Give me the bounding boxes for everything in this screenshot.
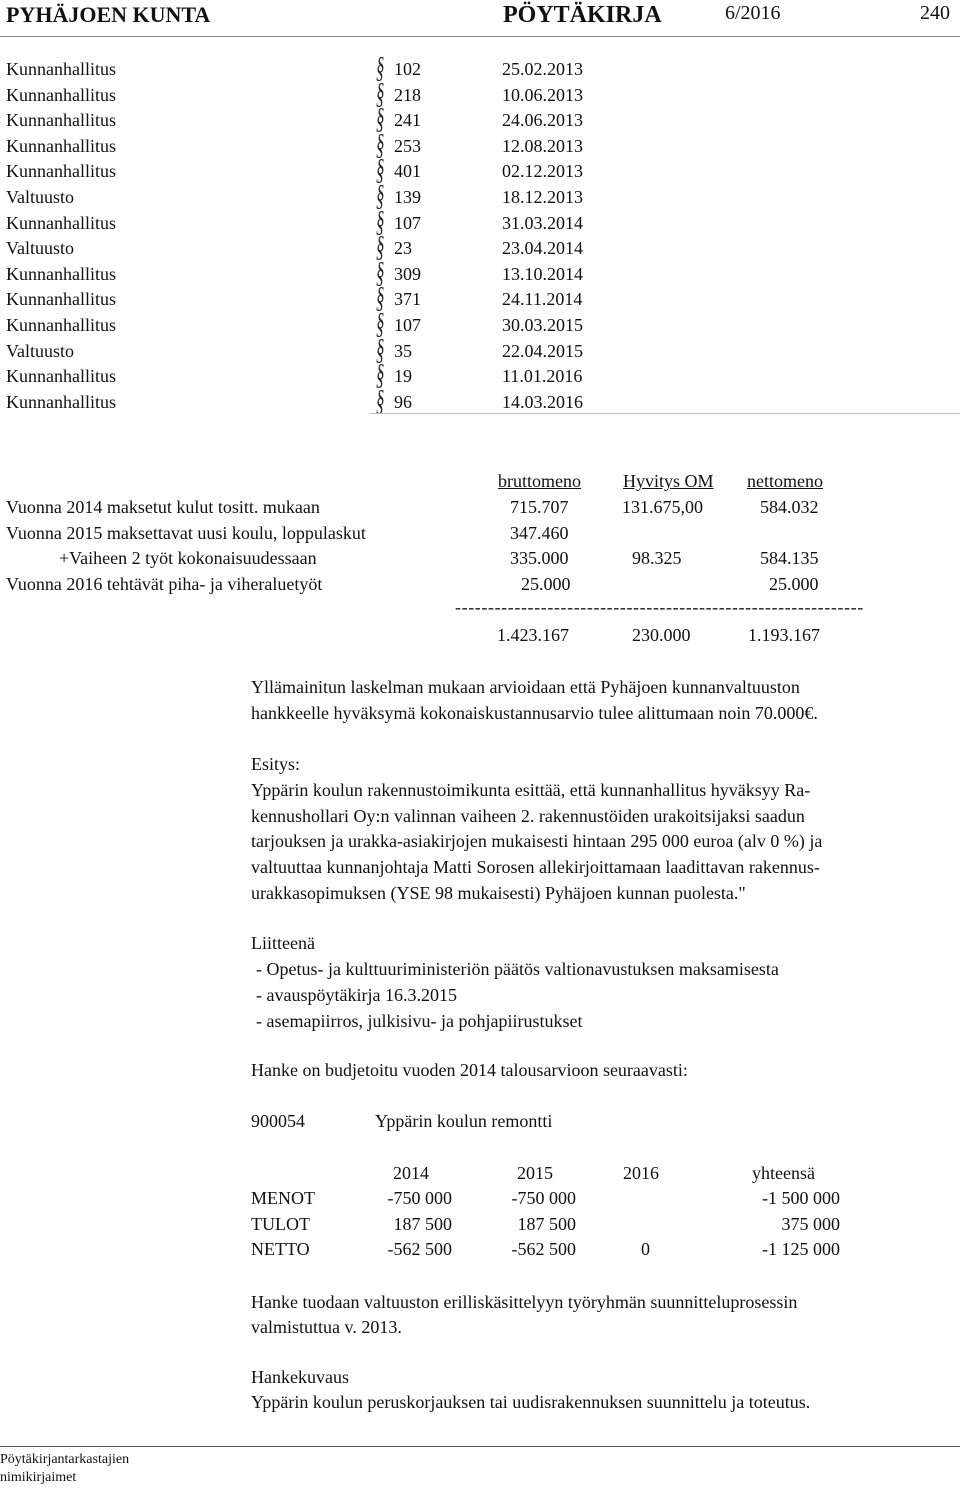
council-line: Hanke tuodaan valtuuston erilliskäsittelyyn työryhmän suunnitteluprosessin — [251, 1292, 798, 1312]
footer-label: Pöytäkirjantarkastajien — [0, 1452, 130, 1467]
budget-row-label: TULOT — [251, 1214, 310, 1234]
history-body: Valtuusto — [6, 187, 75, 207]
budget-year: 2015 — [517, 1163, 553, 1183]
proposal-line: tarjouksen ja urakka-asiakirjojen mukaisesti hintaan 295 000 euroa (alv 0 %) ja — [251, 831, 823, 851]
history-date: 24.11.2014 — [502, 289, 583, 309]
history-date: 13.10.2014 — [502, 264, 583, 284]
footer-label-2: nimikirjaimet — [0, 1470, 77, 1485]
history-section-number: 401 — [394, 161, 421, 181]
budget-cell: -562 500 — [511, 1239, 576, 1259]
history-date: 31.03.2014 — [502, 213, 583, 233]
budget-cell: 375 000 — [781, 1214, 840, 1234]
estimate-line: hankkeelle hyväksymä kokonaiskustannusarvio tulee alittumaan noin 70.000€. — [251, 703, 818, 723]
history-date: 02.12.2013 — [502, 161, 583, 181]
history-body: Valtuusto — [6, 238, 75, 258]
section-symbol-icon: § — [376, 230, 385, 263]
budget-cell: 187 500 — [393, 1214, 452, 1234]
history-section-number: 241 — [394, 110, 421, 130]
history-body: Valtuusto — [6, 341, 75, 361]
history-body: Kunnanhallitus — [6, 366, 116, 386]
footer-divider — [0, 1446, 960, 1447]
history-date: 24.06.2013 — [502, 110, 583, 130]
history-divider — [370, 413, 960, 414]
budget-year: 2014 — [393, 1163, 429, 1183]
proposal-heading: Esitys: — [251, 754, 301, 774]
history-section-number: 19 — [394, 366, 412, 386]
cost-row-hyvitys: 131.675,00 — [622, 497, 703, 517]
budget-row-label: NETTO — [251, 1239, 310, 1259]
col-header-hyvitys: Hyvitys OM — [623, 471, 714, 491]
proposal-line: urakkasopimuksen (YSE 98 mukaisesti) Pyhäjoen kunnan puolesta." — [251, 883, 746, 903]
cost-row-brutto: 715.707 — [510, 497, 569, 517]
cost-row-brutto: 25.000 — [521, 574, 571, 594]
history-section-number: 23 — [394, 238, 412, 258]
cost-row-label: Vuonna 2016 tehtävät piha- ja viheraluetyöt — [6, 574, 323, 594]
budget-cell: -750 000 — [387, 1188, 452, 1208]
history-body: Kunnanhallitus — [6, 315, 116, 335]
history-date: 25.02.2013 — [502, 59, 583, 79]
budget-year: 2016 — [623, 1163, 659, 1183]
budget-intro: Hanke on budjetoitu vuoden 2014 talousarvioon seuraavasti: — [251, 1060, 688, 1080]
budget-cell: 187 500 — [517, 1214, 576, 1234]
history-body: Kunnanhallitus — [6, 289, 116, 309]
history-section-number: 309 — [394, 264, 421, 284]
section-symbol-icon: § — [376, 256, 385, 289]
cost-row-label: Vuonna 2015 maksettavat uusi koulu, loppulaskut — [6, 523, 366, 543]
history-date: 23.04.2014 — [502, 238, 583, 258]
history-section-number: 107 — [394, 315, 421, 335]
council-line: valmistuttua v. 2013. — [251, 1317, 402, 1337]
cost-row-netto: 25.000 — [769, 574, 819, 594]
history-date: 12.08.2013 — [502, 136, 583, 156]
totals-separator: -------------------------------------------------------------- — [455, 597, 864, 617]
total-hyvitys: 230.000 — [632, 625, 691, 645]
history-date: 11.01.2016 — [502, 366, 583, 386]
section-symbol-icon: § — [376, 77, 385, 110]
total-netto: 1.193.167 — [748, 625, 820, 645]
page-number: 240 — [920, 2, 950, 24]
budget-cell: 0 — [641, 1239, 650, 1259]
proposal-line: Yppärin koulun rakennustoimikunta esittää, että kunnanhallitus hyväksyy Ra- — [251, 780, 811, 800]
budget-cell: -1 125 000 — [762, 1239, 840, 1259]
cost-row-brutto: 347.460 — [510, 523, 569, 543]
history-body: Kunnanhallitus — [6, 264, 116, 284]
history-section-number: 35 — [394, 341, 412, 361]
cost-row-label: Vuonna 2014 maksetut kulut tositt. mukaan — [6, 497, 320, 517]
municipality-name: PYHÄJOEN KUNTA — [6, 2, 211, 27]
budget-cell: -750 000 — [511, 1188, 576, 1208]
history-section-number: 102 — [394, 59, 421, 79]
section-symbol-icon: § — [376, 51, 385, 84]
estimate-line: Yllämainitun laskelman mukaan arvioidaan että Pyhäjoen kunnanvaltuuston — [251, 677, 800, 697]
attachments-heading: Liitteenä — [251, 933, 315, 953]
section-symbol-icon: § — [376, 384, 385, 417]
section-symbol-icon: § — [376, 128, 385, 161]
section-symbol-icon: § — [376, 153, 385, 186]
budget-cell: -1 500 000 — [762, 1188, 840, 1208]
issue-number: 6/2016 — [725, 2, 781, 24]
budget-row-label: MENOT — [251, 1188, 315, 1208]
total-brutto: 1.423.167 — [497, 625, 569, 645]
history-section-number: 107 — [394, 213, 421, 233]
budget-name: Yppärin koulun remontti — [375, 1111, 553, 1131]
budget-total-header: yhteensä — [752, 1163, 815, 1183]
cost-row-brutto: 335.000 — [510, 548, 569, 568]
section-symbol-icon: § — [376, 102, 385, 135]
document-type: PÖYTÄKIRJA — [503, 2, 662, 28]
attachment-item: - avauspöytäkirja 16.3.2015 — [256, 985, 457, 1005]
section-symbol-icon: § — [376, 333, 385, 366]
section-symbol-icon: § — [376, 281, 385, 314]
history-date: 10.06.2013 — [502, 85, 583, 105]
history-section-number: 371 — [394, 289, 421, 309]
attachment-item: - asemapiirros, julkisivu- ja pohjapiirustukset — [256, 1011, 583, 1031]
description-heading: Hankekuvaus — [251, 1367, 349, 1387]
history-section-number: 253 — [394, 136, 421, 156]
history-section-number: 218 — [394, 85, 421, 105]
cost-row-netto: 584.032 — [760, 497, 819, 517]
section-symbol-icon: § — [376, 358, 385, 391]
history-body: Kunnanhallitus — [6, 110, 116, 130]
col-header-netto: nettomeno — [747, 471, 823, 491]
section-symbol-icon: § — [376, 205, 385, 238]
history-date: 18.12.2013 — [502, 187, 583, 207]
history-body: Kunnanhallitus — [6, 392, 116, 412]
history-body: Kunnanhallitus — [6, 213, 116, 233]
history-body: Kunnanhallitus — [6, 59, 116, 79]
history-date: 14.03.2016 — [502, 392, 583, 412]
history-date: 22.04.2015 — [502, 341, 583, 361]
attachment-item: - Opetus- ja kulttuuriministeriön päätös valtionavustuksen maksamisesta — [256, 959, 779, 979]
col-header-brutto: bruttomeno — [498, 471, 581, 491]
cost-row-label: +Vaiheen 2 työt kokonaisuudessaan — [59, 548, 317, 568]
cost-row-hyvitys: 98.325 — [632, 548, 682, 568]
section-symbol-icon: § — [376, 307, 385, 340]
history-section-number: 139 — [394, 187, 421, 207]
history-date: 30.03.2015 — [502, 315, 583, 335]
budget-cell: -562 500 — [387, 1239, 452, 1259]
budget-code: 900054 — [251, 1111, 305, 1131]
history-body: Kunnanhallitus — [6, 85, 116, 105]
header-divider — [0, 36, 960, 37]
proposal-line: kennushollari Oy:n valinnan vaiheen 2. rakennustöiden urakoitsijaksi saadun — [251, 806, 805, 826]
proposal-line: valtuuttaa kunnanjohtaja Matti Sorosen allekirjoittamaan laadittavan rakennus- — [251, 857, 820, 877]
description-text: Yppärin koulun peruskorjauksen tai uudisrakennuksen suunnittelu ja toteutus. — [251, 1392, 811, 1412]
history-section-number: 96 — [394, 392, 412, 412]
history-body: Kunnanhallitus — [6, 136, 116, 156]
section-symbol-icon: § — [376, 179, 385, 212]
cost-row-netto: 584.135 — [760, 548, 819, 568]
history-body: Kunnanhallitus — [6, 161, 116, 181]
